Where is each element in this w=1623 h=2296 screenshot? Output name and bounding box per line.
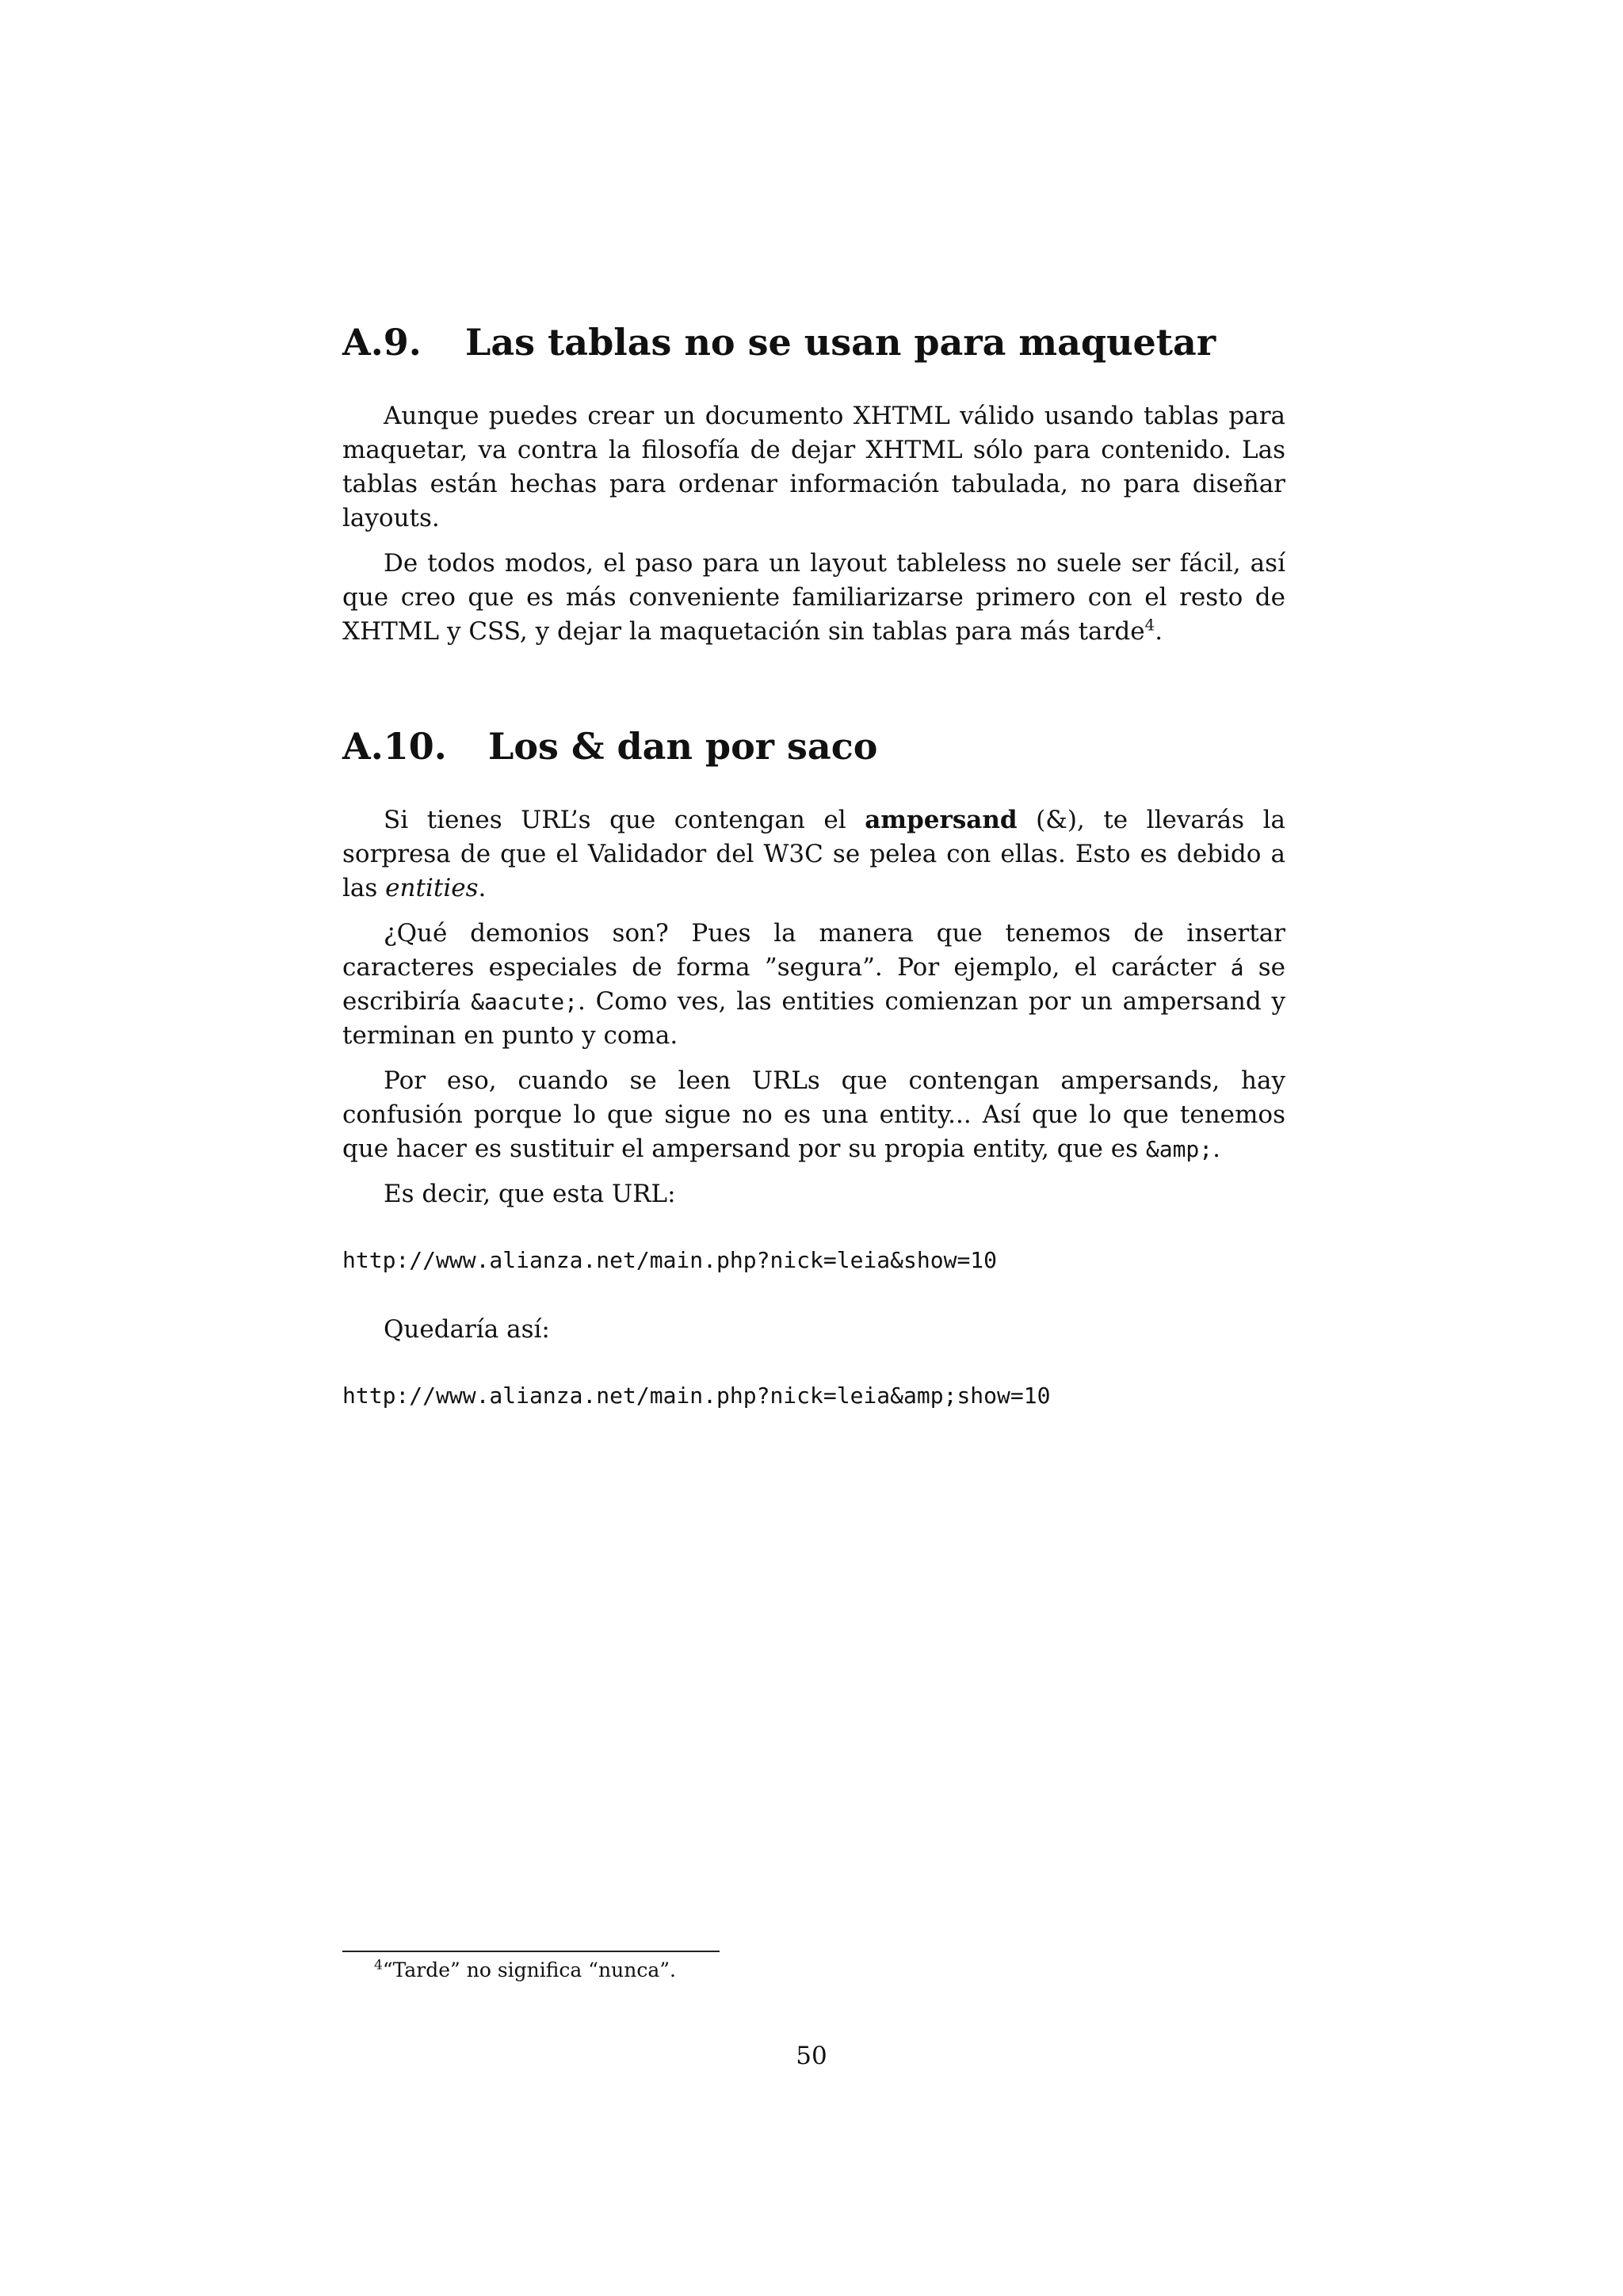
paragraph <box>342 1313 1285 1347</box>
bold-term: ampersand <box>865 806 1018 835</box>
inline-code: &aacute; <box>471 989 578 1016</box>
footnote-mark: 4 <box>374 1957 383 1974</box>
section-title: Los & dan por saco <box>488 725 878 769</box>
italic-term: entities <box>385 874 479 903</box>
paragraph-text: . Como ves, las entities comienzan por un ampersand y terminan en punto y coma. <box>342 987 1285 1051</box>
paragraph-text: . <box>478 874 487 903</box>
section-title: Las tablas no se usan para maquetar <box>465 321 1216 364</box>
footnote-text: “Tarde” no significa “nunca”. <box>382 1958 676 1981</box>
code-url-original: http://www.alianza.net/main.php?nick=leia&show=10 <box>342 1247 998 1274</box>
paragraph-text: se escribiría <box>342 953 1286 1016</box>
paragraph-text: Quedaría así: <box>384 1315 550 1344</box>
paragraph <box>342 1177 1285 1211</box>
footnote-divider <box>342 1951 720 1952</box>
paragraph <box>342 803 1285 906</box>
page-number: 50 <box>796 2042 827 2070</box>
footnote <box>374 1957 676 1984</box>
section-heading-a9 <box>342 321 1285 364</box>
footnote-reference: 4 <box>1144 615 1155 635</box>
inline-code: &amp; <box>1145 1136 1213 1163</box>
inline-code: á <box>1230 955 1244 982</box>
paragraph-text: ¿Qué demonios son? Pues la manera que tenemos de insertar caracteres especiales de forma ”segura”. Por ejemplo, el carácter <box>342 919 1285 982</box>
paragraph <box>342 547 1285 649</box>
section-number: A.10. <box>342 725 447 769</box>
code-url-escaped: http://www.alianza.net/main.php?nick=leia&amp;show=10 <box>342 1383 1051 1409</box>
paragraph <box>342 399 1285 536</box>
section-number: A.9. <box>342 321 422 364</box>
page-content <box>342 321 1285 1412</box>
paragraph-text: Aunque puedes crear un documento XHTML válido usando tablas para maquetar, va contra la filosofía de dejar XHTML sólo para contenido. Las tablas están hechas para ordenar información tabulada, no para diseñar layouts. <box>342 402 1285 533</box>
paragraph-text: Si tienes URL’s que contengan el <box>384 806 865 835</box>
paragraph-text: . <box>1155 617 1163 646</box>
paragraph-text: Es decir, que esta URL: <box>384 1180 676 1209</box>
paragraph-text: (&), te llevarás la sorpresa de que el Validador del W3C se pelea con ellas. Esto es debido a las <box>342 806 1285 903</box>
paragraph <box>342 1064 1285 1166</box>
section-heading-a10 <box>342 725 1285 769</box>
paragraph-text: . <box>1212 1135 1221 1164</box>
paragraph-text: Por eso, cuando se leen URLs que contengan ampersands, hay confusión porque lo que sigue no es una entity... Así que lo que tenemos que hacer es sustituir el ampersand por su propia entity, que es <box>342 1066 1285 1164</box>
paragraph-text: De todos modos, el paso para un layout tableless no suele ser fácil, así que creo que es más conveniente familiarizarse primero con el resto de XHTML y CSS, y dejar la maquetación sin tablas para más tarde <box>342 549 1285 646</box>
paragraph <box>342 917 1285 1053</box>
